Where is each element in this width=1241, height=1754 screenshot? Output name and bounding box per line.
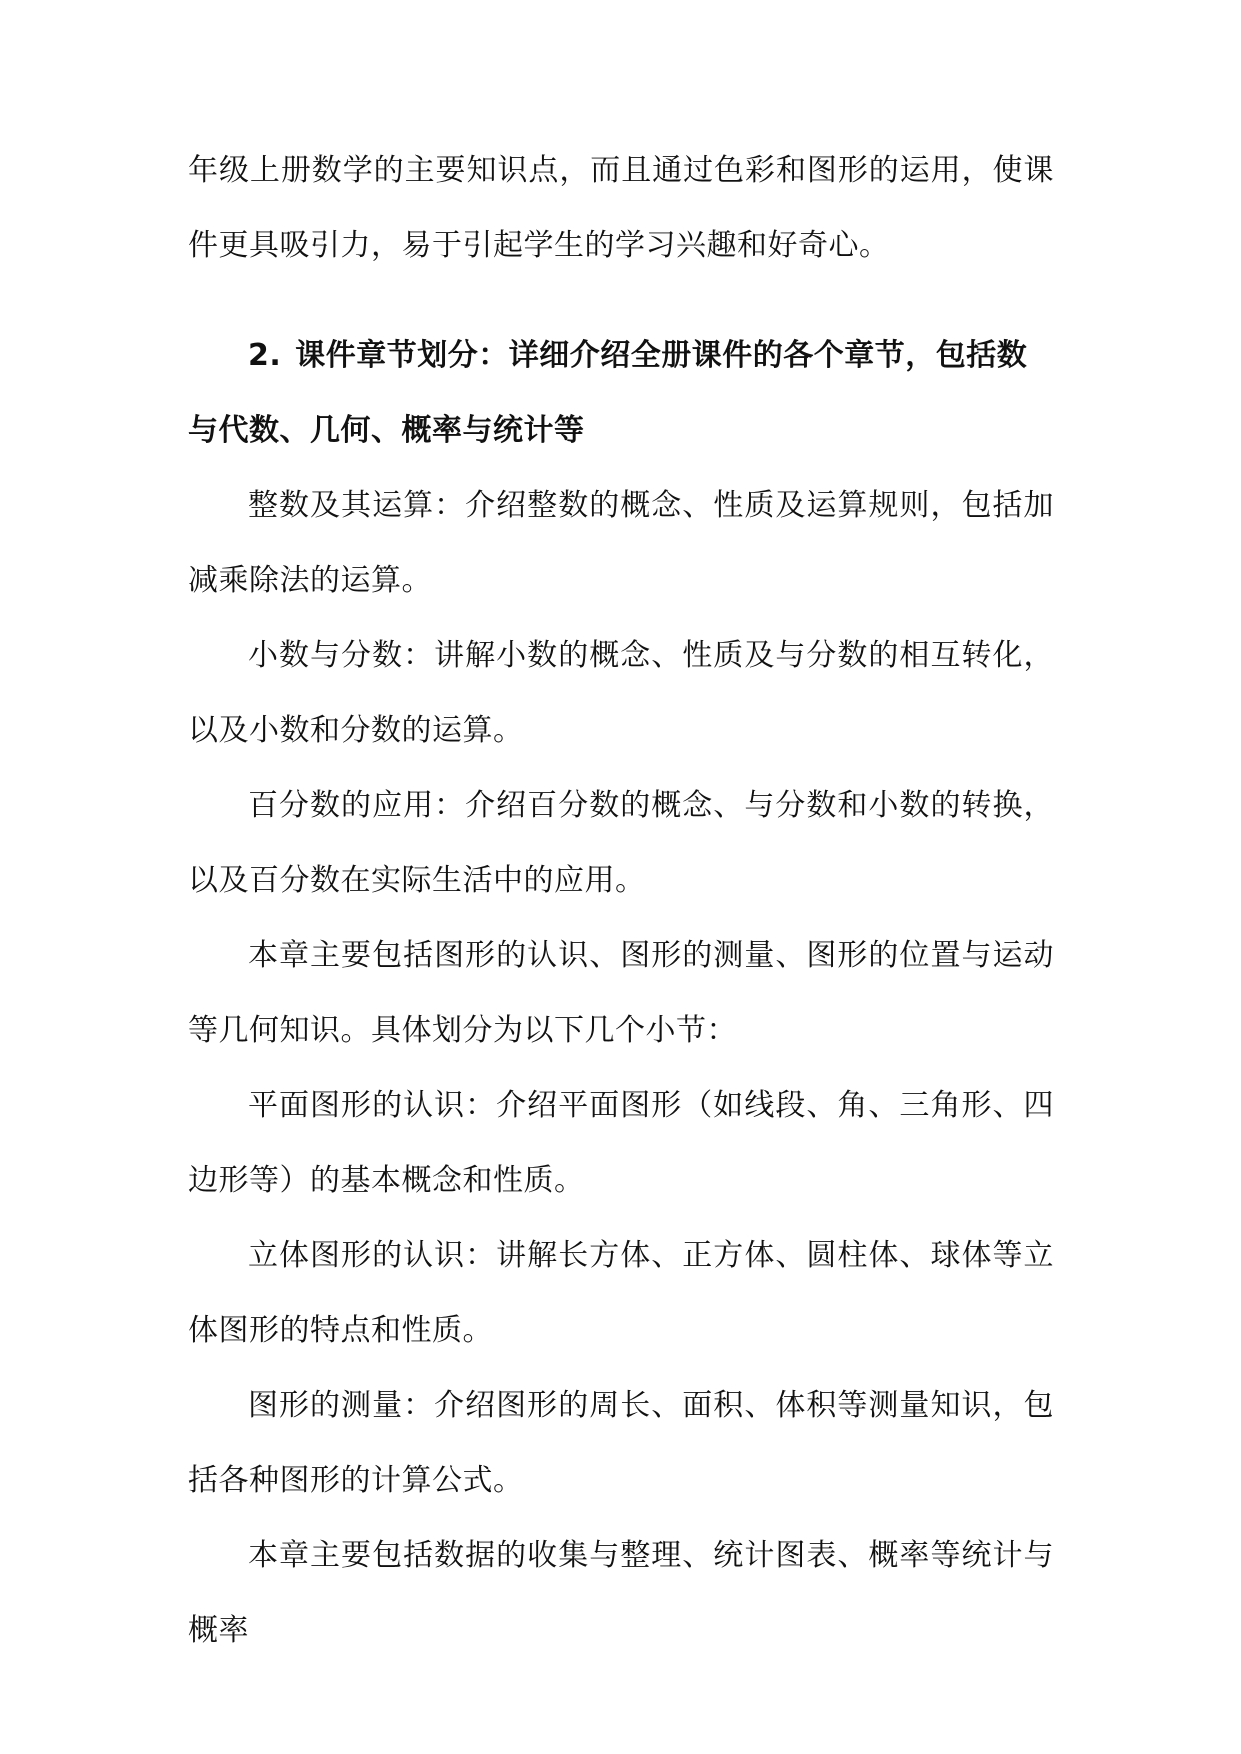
section-number: 2.	[248, 338, 282, 373]
document-body	[188, 133, 1054, 1668]
section-heading	[188, 318, 1054, 468]
paragraph-intro: 年级上册数学的主要知识点，而且通过色彩和图形的运用，使课件更具吸引力，易于引起学生的学习兴趣和好奇心。	[188, 153, 1054, 263]
paragraph-solid-figures: 立体图形的认识：讲解长方体、正方体、圆柱体、球体等立体图形的特点和性质。	[188, 1238, 1054, 1348]
paragraph-geometry-intro: 本章主要包括图形的认识、图形的测量、图形的位置与运动等几何知识。具体划分为以下几个小节：	[188, 938, 1054, 1048]
paragraph-statistics-intro: 本章主要包括数据的收集与整理、统计图表、概率等统计与概率	[188, 1538, 1054, 1648]
paragraph-plane-figures: 平面图形的认识：介绍平面图形（如线段、角、三角形、四边形等）的基本概念和性质。	[188, 1088, 1054, 1198]
paragraph-percentages: 百分数的应用：介绍百分数的概念、与分数和小数的转换，以及百分数在实际生活中的应用。	[188, 788, 1054, 898]
paragraph-integers: 整数及其运算：介绍整数的概念、性质及运算规则，包括加减乘除法的运算。	[188, 488, 1054, 598]
section-title: 课件章节划分：详细介绍全册课件的各个章节，包括数与代数、几何、概率与统计等	[188, 338, 1028, 448]
paragraph-measurement: 图形的测量：介绍图形的周长、面积、体积等测量知识，包括各种图形的计算公式。	[188, 1388, 1054, 1498]
paragraph-decimals: 小数与分数：讲解小数的概念、性质及与分数的相互转化，以及小数和分数的运算。	[188, 638, 1054, 748]
